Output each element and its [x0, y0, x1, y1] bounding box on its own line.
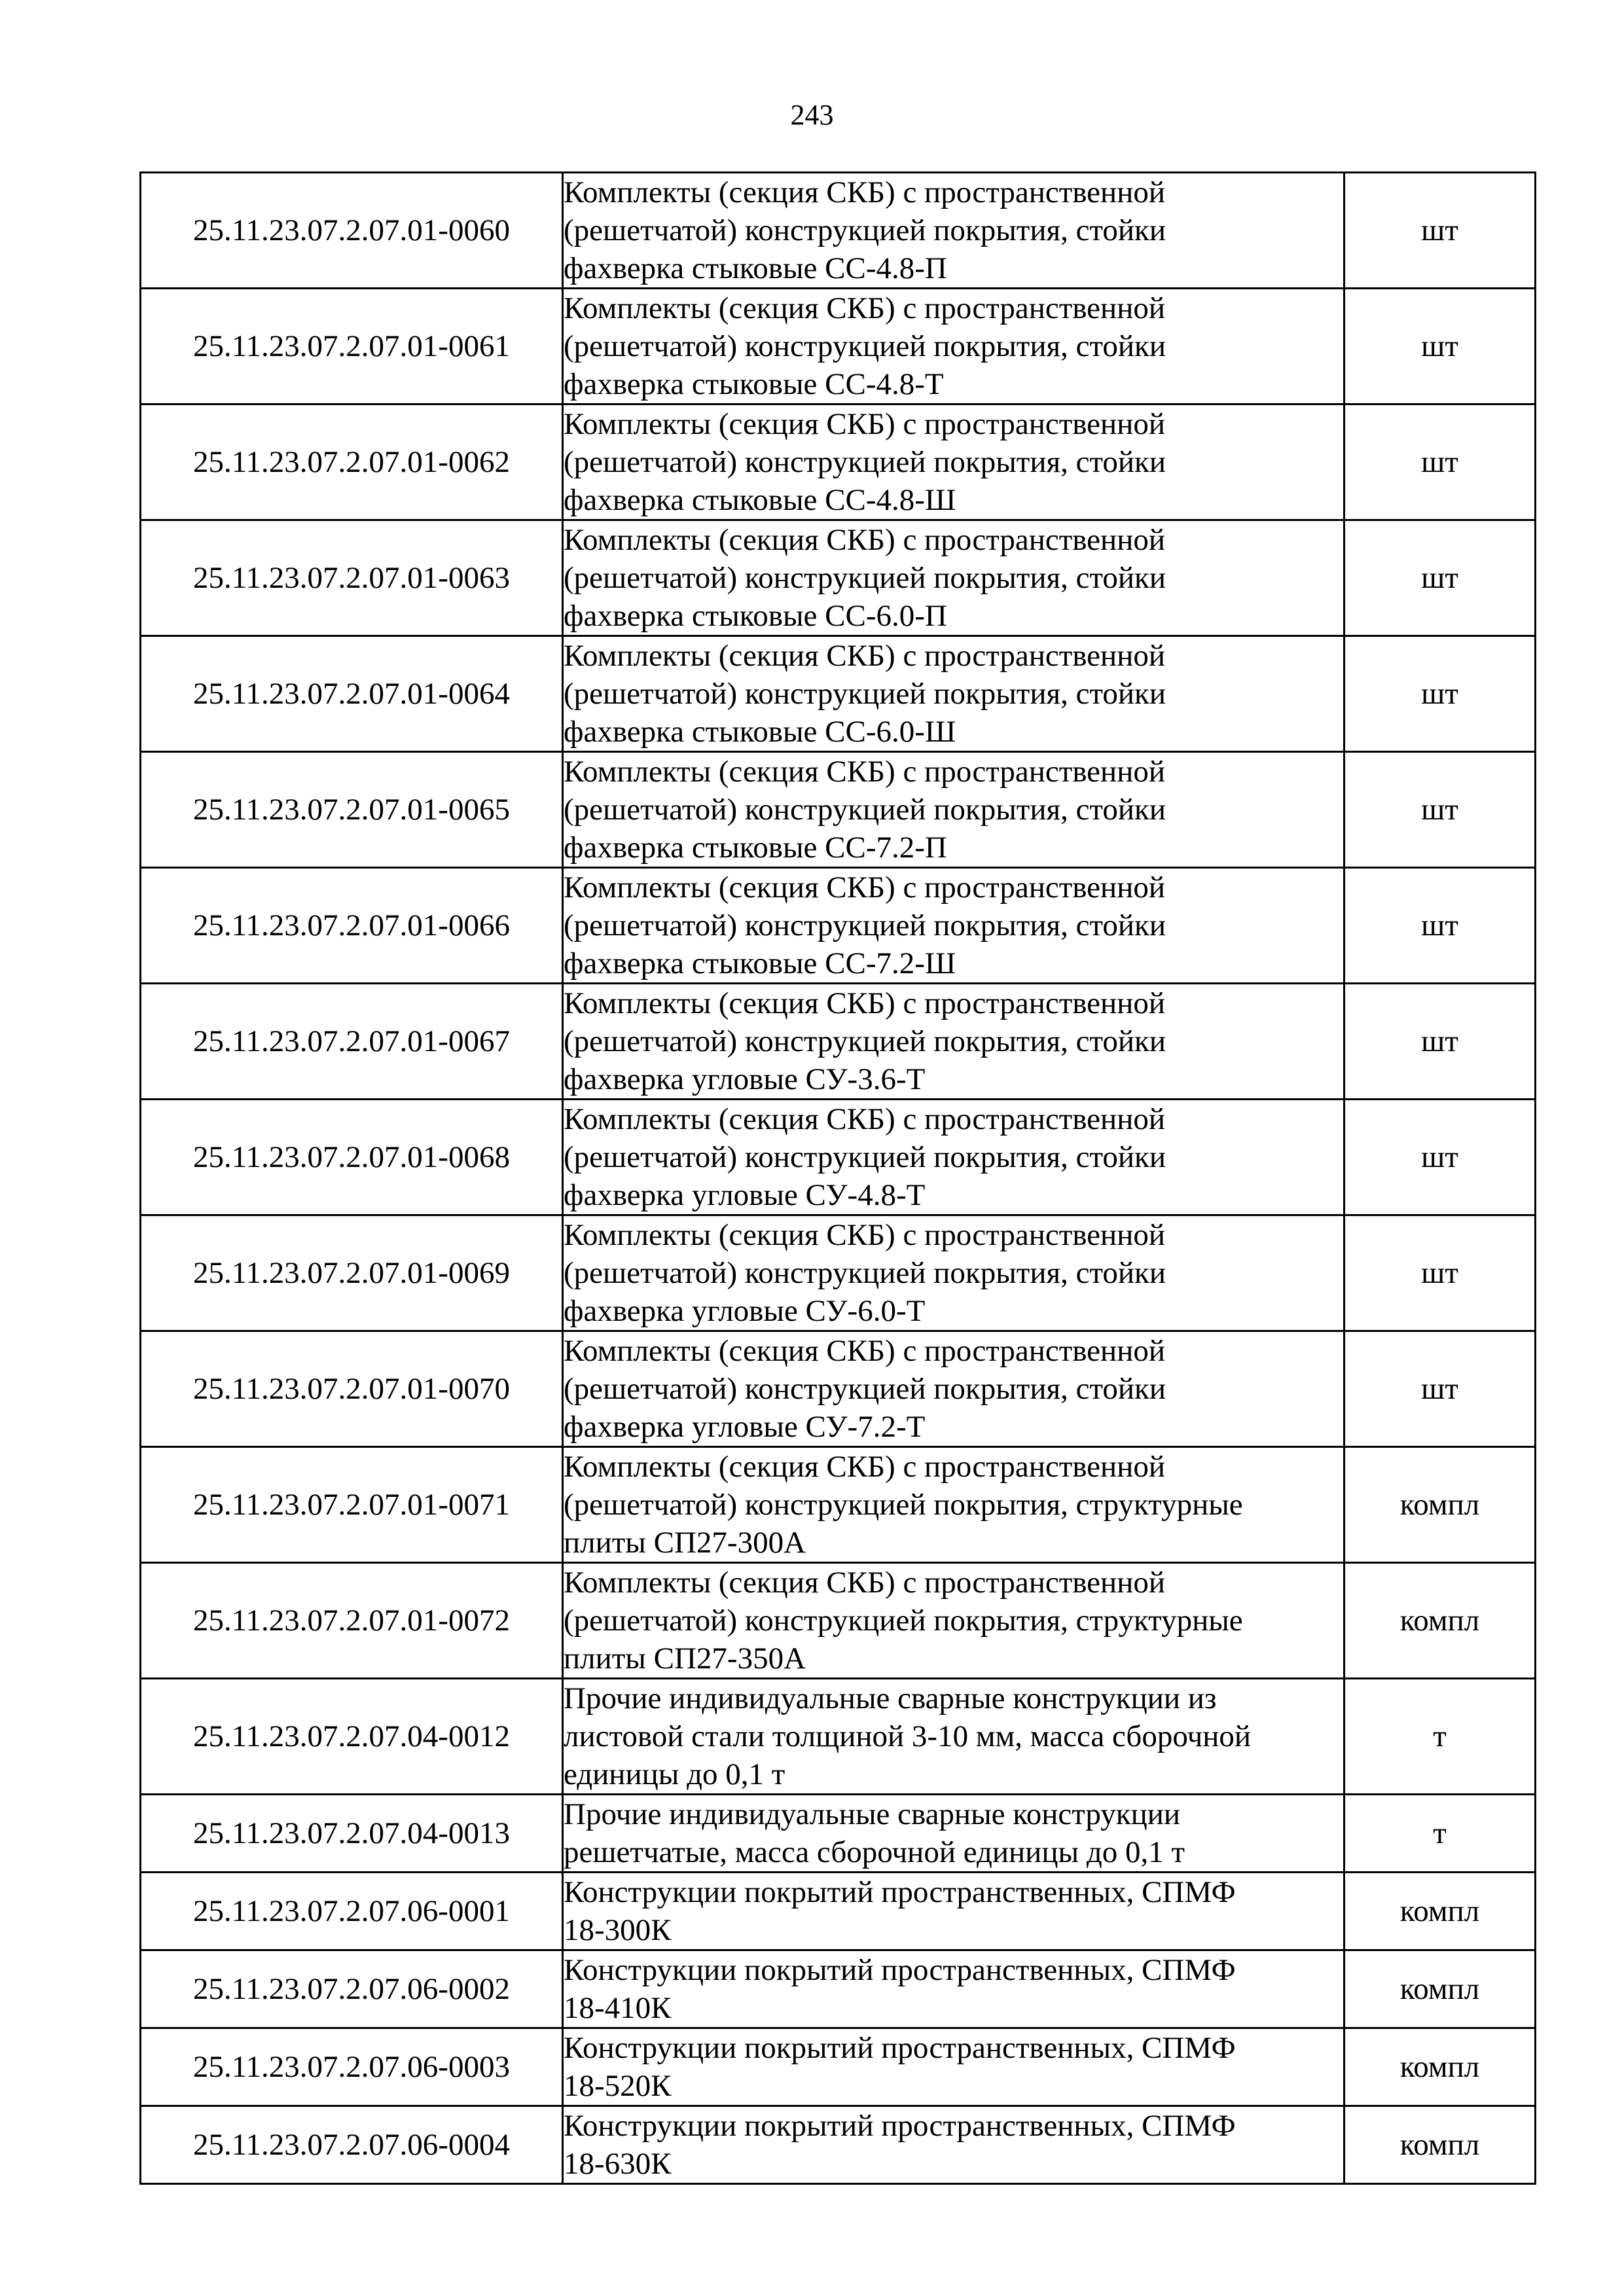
resource-name-line: Комплекты (секция СКБ) с пространственной — [564, 755, 1166, 789]
resource-name-line: (решетчатой) конструкцией покрытия, стойки — [564, 445, 1166, 479]
unit-cell: шт — [1344, 868, 1536, 984]
resource-name-line: фахверка угловые СУ-4.8-Т — [564, 1178, 926, 1212]
resource-name-line: Конструкции покрытий пространственных, СПМФ — [564, 1953, 1236, 1987]
resource-name-line: Комплекты (секция СКБ) с пространственной — [564, 870, 1166, 905]
table-row — [141, 1331, 1536, 1447]
resource-name-line: 18-410К — [564, 1991, 672, 2025]
unit-cell: т — [1344, 1679, 1536, 1795]
resource-name-line: фахверка стыковые СС-4.8-П — [564, 251, 947, 285]
unit-cell: шт — [1344, 636, 1536, 752]
resource-name-line: Комплекты (секция СКБ) с пространственной — [564, 523, 1166, 557]
resource-name-line: Комплекты (секция СКБ) с пространственной — [564, 1334, 1166, 1368]
table-row — [141, 289, 1536, 404]
resource-name-line: фахверка угловые СУ-3.6-Т — [564, 1062, 926, 1096]
resource-name-line: Прочие индивидуальные сварные конструкции — [564, 1797, 1181, 1831]
resource-name-line: Конструкции покрытий пространственных, СПМФ — [564, 2031, 1236, 2065]
resource-name-line: (решетчатой) конструкцией покрытия, стойки — [564, 561, 1166, 595]
unit-cell: шт — [1344, 984, 1536, 1100]
resource-name-line: Комплекты (секция СКБ) с пространственной — [564, 407, 1166, 441]
resource-name-cell — [563, 984, 1344, 1100]
resource-name-line: (решетчатой) конструкцией покрытия, стойки — [564, 329, 1166, 363]
resource-code-cell: 25.11.23.07.2.07.01-0070 — [141, 1331, 563, 1447]
resource-name-cell — [563, 1679, 1344, 1795]
resource-name-cell — [563, 1563, 1344, 1679]
resource-name-cell — [563, 1795, 1344, 1873]
resource-code-cell: 25.11.23.07.2.07.01-0069 — [141, 1215, 563, 1331]
resource-name-cell — [563, 1873, 1344, 1950]
table-row — [141, 1873, 1536, 1950]
resource-code-cell: 25.11.23.07.2.07.01-0067 — [141, 984, 563, 1100]
resource-name-line: фахверка угловые СУ-6.0-Т — [564, 1294, 926, 1328]
resource-code-cell: 25.11.23.07.2.07.01-0060 — [141, 173, 563, 289]
resource-name-line: фахверка стыковые СС-7.2-П — [564, 831, 947, 865]
resource-name-cell — [563, 173, 1344, 289]
unit-cell: компл — [1344, 1563, 1536, 1679]
resource-name-line: Комплекты (секция СКБ) с пространственной — [564, 1102, 1166, 1136]
table-row — [141, 868, 1536, 984]
unit-cell: компл — [1344, 2028, 1536, 2106]
resource-name-line: Комплекты (секция СКБ) с пространственной — [564, 1218, 1166, 1252]
resource-code-cell: 25.11.23.07.2.07.06-0003 — [141, 2028, 563, 2106]
table-row — [141, 2028, 1536, 2106]
resource-code-cell: 25.11.23.07.2.07.01-0068 — [141, 1100, 563, 1215]
unit-cell: шт — [1344, 752, 1536, 868]
unit-cell: шт — [1344, 1100, 1536, 1215]
resource-name-cell — [563, 868, 1344, 984]
resource-name-cell — [563, 289, 1344, 404]
resource-code-cell: 25.11.23.07.2.07.01-0061 — [141, 289, 563, 404]
page-number: 243 — [790, 99, 834, 131]
resource-name-line: (решетчатой) конструкцией покрытия, стойки — [564, 793, 1166, 827]
resource-name-cell — [563, 2028, 1344, 2106]
table-body — [141, 173, 1536, 2184]
resource-code-cell: 25.11.23.07.2.07.04-0012 — [141, 1679, 563, 1795]
resource-name-line: (решетчатой) конструкцией покрытия, стойки — [564, 1256, 1166, 1290]
resource-name-line: Комплекты (секция СКБ) с пространственной — [564, 986, 1166, 1020]
resource-name-cell — [563, 520, 1344, 636]
resource-name-line: Конструкции покрытий пространственных, СПМФ — [564, 1875, 1236, 1909]
resource-name-line: фахверка стыковые СС-7.2-Ш — [564, 946, 956, 980]
resource-code-cell: 25.11.23.07.2.07.01-0065 — [141, 752, 563, 868]
unit-cell: компл — [1344, 1873, 1536, 1950]
resource-name-line: 18-300К — [564, 1913, 672, 1947]
resource-name-line: 18-630К — [564, 2147, 672, 2181]
table-row — [141, 1679, 1536, 1795]
table-row — [141, 173, 1536, 289]
resource-name-line: плиты СП27-350А — [564, 1641, 806, 1676]
resource-name-line: (решетчатой) конструкцией покрытия, структурные — [564, 1604, 1243, 1638]
resource-name-line: Комплекты (секция СКБ) с пространственной — [564, 639, 1166, 673]
resource-name-line: (решетчатой) конструкцией покрытия, стойки — [564, 908, 1166, 942]
resource-name-line: плиты СП27-300А — [564, 1526, 806, 1560]
resource-name-line: (решетчатой) конструкцией покрытия, стойки — [564, 1024, 1166, 1058]
resource-name-cell — [563, 1215, 1344, 1331]
resource-name-cell — [563, 1100, 1344, 1215]
resource-code-cell: 25.11.23.07.2.07.06-0001 — [141, 1873, 563, 1950]
resource-name-line: фахверка стыковые СС-4.8-Т — [564, 367, 944, 401]
resource-code-cell: 25.11.23.07.2.07.01-0066 — [141, 868, 563, 984]
resource-code-cell: 25.11.23.07.2.07.06-0004 — [141, 2106, 563, 2184]
resource-code-cell: 25.11.23.07.2.07.01-0072 — [141, 1563, 563, 1679]
resource-code-cell: 25.11.23.07.2.07.01-0071 — [141, 1447, 563, 1563]
resource-code-cell: 25.11.23.07.2.07.04-0013 — [141, 1795, 563, 1873]
resource-name-cell — [563, 1331, 1344, 1447]
table-row — [141, 1447, 1536, 1563]
resource-code-cell: 25.11.23.07.2.07.01-0063 — [141, 520, 563, 636]
unit-cell: компл — [1344, 2106, 1536, 2184]
resource-name-cell — [563, 1447, 1344, 1563]
resource-name-line: Комплекты (секция СКБ) с пространственной — [564, 175, 1166, 209]
resource-name-line: (решетчатой) конструкцией покрытия, стойки — [564, 677, 1166, 711]
resource-name-cell — [563, 2106, 1344, 2184]
resource-name-line: Конструкции покрытий пространственных, СПМФ — [564, 2109, 1236, 2143]
resource-name-line: (решетчатой) конструкцией покрытия, стойки — [564, 1372, 1166, 1406]
table-row — [141, 1215, 1536, 1331]
resource-code-cell: 25.11.23.07.2.07.01-0064 — [141, 636, 563, 752]
table-row — [141, 636, 1536, 752]
unit-cell: шт — [1344, 404, 1536, 520]
table-row — [141, 2106, 1536, 2184]
unit-cell: т — [1344, 1795, 1536, 1873]
table-row — [141, 520, 1536, 636]
resource-name-line: фахверка угловые СУ-7.2-Т — [564, 1410, 926, 1444]
table-row — [141, 1563, 1536, 1679]
resource-name-line: фахверка стыковые СС-6.0-П — [564, 599, 947, 633]
resource-name-line: (решетчатой) конструкцией покрытия, структурные — [564, 1488, 1243, 1522]
resource-name-line: (решетчатой) конструкцией покрытия, стойки — [564, 1140, 1166, 1174]
resource-name-line: листовой стали толщиной 3-10 мм, масса сборочной — [564, 1719, 1252, 1753]
unit-cell: компл — [1344, 1950, 1536, 2028]
unit-cell: шт — [1344, 520, 1536, 636]
resource-name-line: решетчатые, масса сборочной единицы до 0,1 т — [564, 1835, 1185, 1869]
table-row — [141, 1950, 1536, 2028]
resource-name-cell — [563, 1950, 1344, 2028]
unit-cell: шт — [1344, 173, 1536, 289]
resource-name-line: Комплекты (секция СКБ) с пространственной — [564, 1450, 1166, 1484]
resource-code-cell: 25.11.23.07.2.07.06-0002 — [141, 1950, 563, 2028]
resource-name-line: 18-520К — [564, 2069, 672, 2103]
table-row — [141, 984, 1536, 1100]
resource-name-line: фахверка стыковые СС-4.8-Ш — [564, 483, 956, 517]
resource-table — [139, 171, 1536, 2185]
unit-cell: шт — [1344, 289, 1536, 404]
resource-name-line: единицы до 0,1 т — [564, 1757, 785, 1791]
resource-name-cell — [563, 404, 1344, 520]
unit-cell: шт — [1344, 1215, 1536, 1331]
resource-name-cell — [563, 752, 1344, 868]
table-row — [141, 1795, 1536, 1873]
unit-cell: шт — [1344, 1331, 1536, 1447]
unit-cell: компл — [1344, 1447, 1536, 1563]
resource-name-line: Комплекты (секция СКБ) с пространственной — [564, 291, 1166, 325]
resource-name-line: фахверка стыковые СС-6.0-Ш — [564, 715, 956, 749]
table-row — [141, 752, 1536, 868]
resource-name-line: (решетчатой) конструкцией покрытия, стойки — [564, 213, 1166, 247]
resource-name-line: Прочие индивидуальные сварные конструкции из — [564, 1681, 1217, 1715]
table-row — [141, 1100, 1536, 1215]
resource-code-cell: 25.11.23.07.2.07.01-0062 — [141, 404, 563, 520]
resource-name-line: Комплекты (секция СКБ) с пространственной — [564, 1566, 1166, 1600]
resource-name-cell — [563, 636, 1344, 752]
table-row — [141, 404, 1536, 520]
